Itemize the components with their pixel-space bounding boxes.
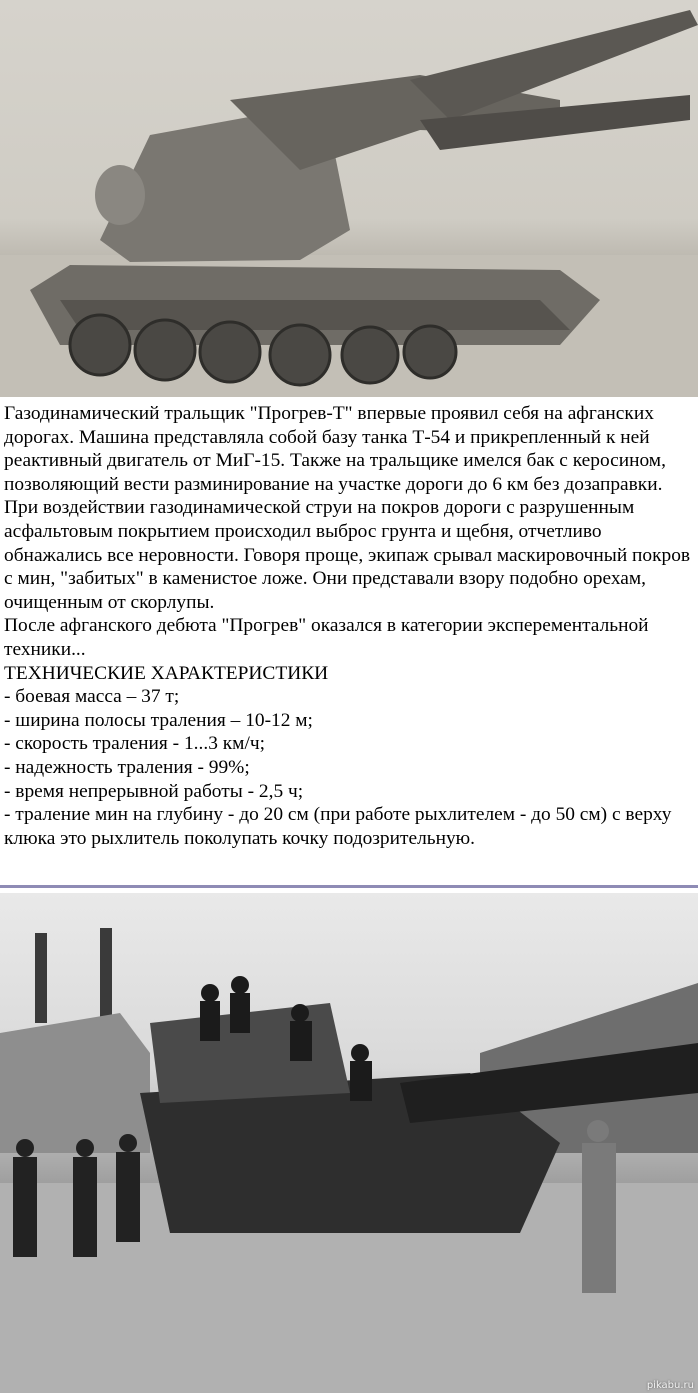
paragraph-debut: После афганского дебюта "Прогрев" оказался в категории эксперементальной техники... [4,615,649,660]
paragraph-effect: При воздействии газодинамической струи на покров дороги с разрушенным асфальтовым покрытием происходил выброс грунта и щебня, отчетливо обнажались все неровности. Говоря проще, экипаж срывал маскировочный покров с мин, "забитых" в каменистое ложе. Они представали взору подобно орехам, очищенным от скорлупы. [4,497,691,613]
watermark: pikabu.ru [646,1380,694,1391]
tank-photo-top [0,0,698,397]
specs-heading: ТЕХНИЧЕСКИЕ ХАРАКТЕРИСТИКИ [4,662,329,684]
spec-item: - ширина полосы траления – 10-12 м; [4,709,313,731]
spec-item: - траление мин на глубину - до 20 см (при работе рыхлителем - до 50 см) с верху клюка это рыхлитель поколупать кочку подозрительную. [4,804,672,849]
spec-item: - боевая масса – 37 т; [4,686,180,708]
crew-photo-bottom [0,893,698,1393]
paragraph-intro: Газодинамический тральщик "Прогрев-Т" впервые проявил себя на афганских дорогах. Машина представляла собой базу танка Т-54 и прикрепленный к ней реактивный двигатель от МиГ-15. Также на тральщике имелся бак с керосином, позволяющий вести разминирование на участке дороги до 6 км без дозаправки. [4,403,666,495]
section-divider [0,885,698,888]
tank-illustration [0,0,698,397]
article-text [4,402,694,850]
spec-item: - надежность траления - 99%; [4,756,250,778]
spec-item: - время непрерывной работы - 2,5 ч; [4,780,304,802]
spec-item: - скорость траления - 1...3 км/ч; [4,733,265,755]
crew-illustration [0,893,698,1393]
